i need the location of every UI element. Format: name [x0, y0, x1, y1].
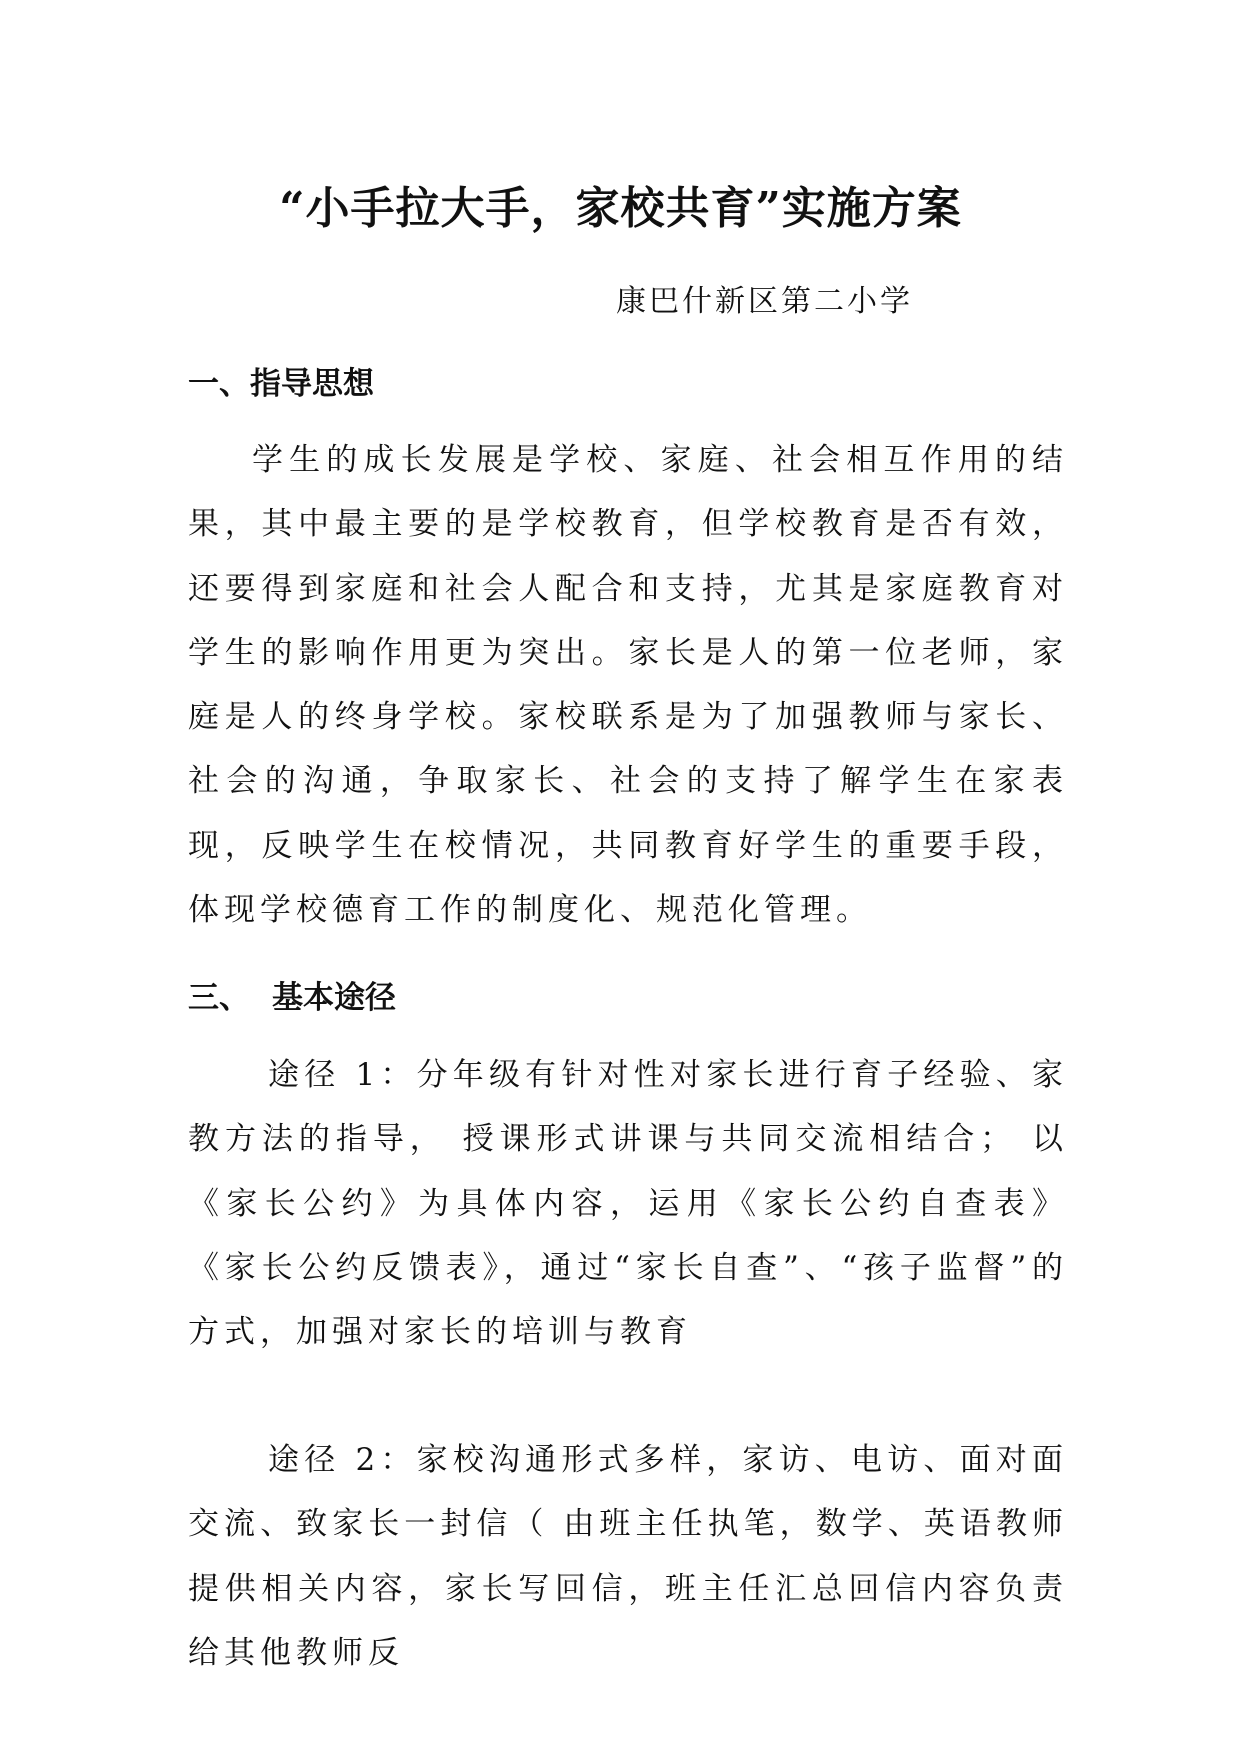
section-heading-guiding-ideology: 一、指导思想 — [188, 366, 374, 402]
path-1-paragraph: 途径 1：分年级有针对性对家长进行育子经验、家教方法的指导， 授课形式讲课与共同交流相结合； 以《家长公约》为具体内容，运用《家长公约自查表》《家长公约反馈表》，通过“家长自查”、“孩子监督”的方式，加强对家长的培训与教育 — [188, 1057, 1068, 1351]
section-heading-text: 基本途径 — [272, 980, 396, 1016]
document-title: “小手拉大手，家校共育”实施方案 — [279, 183, 962, 234]
path-2-paragraph: 途径 2：家校沟通形式多样，家访、电访、面对面交流、致家长一封信（ 由班主任执笔，数学、英语教师提供相关内容，家长写回信，班主任汇总回信内容负责给其他教师反 — [188, 1442, 1068, 1671]
section-heading-basic-paths — [188, 972, 396, 1017]
school-name: 康巴什新区第二小学 — [616, 284, 913, 319]
guiding-ideology-paragraph: 学生的成长发展是学校、家庭、社会相互作用的结果，其中最主要的是学校教育，但学校教育是否有效，还要得到家庭和社会人配合和支持，尤其是家庭教育对学生的影响作用更为突出。家长是人的第一位老师，家庭是人的终身学校。家校联系是为了加强教师与家长、社会的沟通，争取家长、社会的支持了解学生在家表现，反映学生在校情况，共同教育好学生的重要手段，体现学校德育工作的制度化、规范化管理。 — [188, 442, 1068, 929]
section-heading-number: 三、 — [188, 980, 250, 1016]
